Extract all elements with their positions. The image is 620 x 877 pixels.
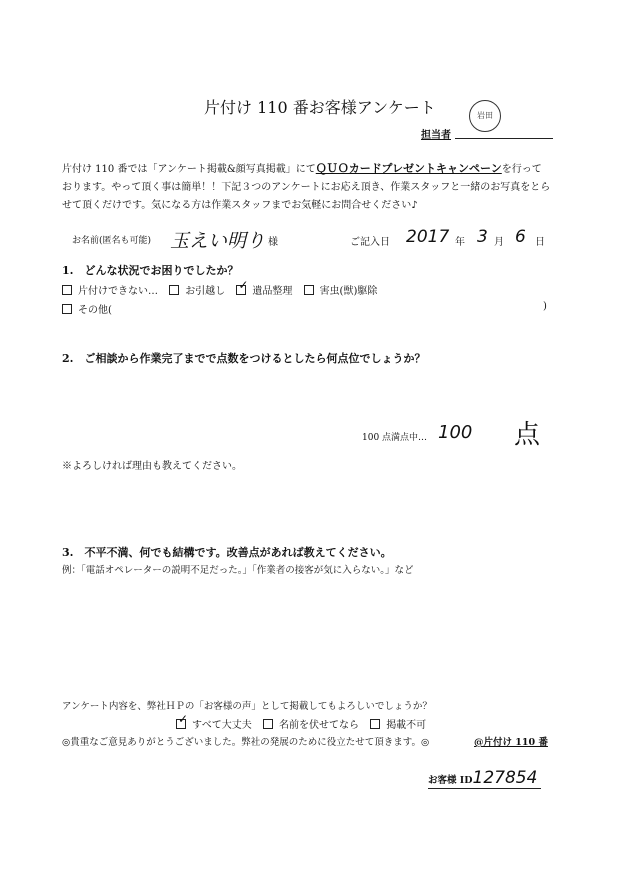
publish-option[interactable] — [263, 720, 359, 731]
other-label: その他( — [78, 305, 112, 316]
option-label: 害虫(獣)駆除 — [319, 286, 378, 297]
q3-title: 3. 不平不満、何でも結構です。改善点があれば教えてください。 — [62, 546, 392, 559]
brand-label: @片付け 110 番 — [474, 737, 548, 748]
intro-line-2: おります。やって頂く事は簡単！！下記３つのアンケートにお応え頂き、作業スタッフと一緒のお写真をとら — [62, 182, 551, 193]
option-label: すべて大丈夫 — [192, 720, 252, 731]
q1-title: 1. どんな状況でお困りでしたか？ — [62, 264, 239, 277]
intro-text: 片付け 110 番では「アンケート掲載&顔写真掲載」にて — [62, 164, 316, 175]
score-label: 100 点満点中… — [362, 433, 428, 443]
q3-example: 例：「電話オペレーターの説明不足だった。」「作業者の接客が気に入らない。」など — [62, 565, 414, 576]
checkbox-checked[interactable] — [236, 285, 246, 295]
quo-campaign: ＱＵＯカードプレゼントキャンペーン — [315, 162, 502, 175]
checkbox-checked[interactable] — [176, 719, 186, 729]
thanks-text: ◎貴重なご意見ありがとうございました。弊社の発展のために役立たせて頂きます。◎ — [62, 737, 430, 748]
date-day[interactable]: 6 — [515, 227, 526, 247]
staff-stamp: 岩田 — [469, 100, 501, 132]
date-month[interactable]: 3 — [477, 227, 488, 247]
publish-option[interactable] — [176, 720, 252, 731]
score-unit: 点 — [514, 420, 541, 450]
year-unit: 年 — [455, 237, 465, 248]
q1-option[interactable] — [304, 286, 378, 297]
date-label: ご記入日 — [350, 237, 390, 248]
option-label: 名前を伏せてなら — [279, 720, 359, 731]
q2-title: 2. ご相談から作業完了までで点数をつけるとしたら何点位でしょうか？ — [62, 352, 426, 365]
day-unit: 日 — [535, 237, 545, 248]
customer-id-value: 127854 — [472, 768, 538, 788]
checkbox[interactable] — [370, 719, 380, 729]
publish-question: アンケート内容を、弊社ＨＰの「お客様の声」として掲載してもよろしいでしょうか？ — [62, 701, 432, 712]
checkbox[interactable] — [169, 285, 179, 295]
publish-options — [176, 716, 426, 731]
publish-option[interactable] — [370, 720, 426, 731]
staff-label: 担当者 — [421, 130, 451, 141]
intro-line-1 — [62, 160, 542, 176]
q1-other[interactable] — [62, 301, 112, 316]
option-label: 掲載不可 — [386, 720, 427, 731]
q1-option[interactable] — [62, 286, 158, 297]
option-label: 遺品整理 — [252, 286, 293, 297]
option-label: 片付けできない… — [78, 286, 158, 297]
customer-id-label: お客様 ID — [428, 775, 473, 786]
q1-option[interactable] — [169, 286, 225, 297]
name-value[interactable]: 玉えい明り — [170, 230, 266, 252]
page-title: 片付け 110 番お客様アンケート — [204, 98, 436, 117]
checkbox[interactable] — [304, 285, 314, 295]
month-unit: 月 — [494, 237, 504, 248]
q1-options — [62, 282, 377, 297]
checkbox[interactable] — [62, 304, 72, 314]
staff-line — [455, 138, 553, 139]
other-close: ) — [543, 301, 547, 312]
option-label: お引越し — [185, 286, 226, 297]
score-value[interactable]: 100 — [438, 422, 473, 443]
q1-option[interactable] — [236, 286, 292, 297]
date-year[interactable]: 2017 — [406, 227, 450, 247]
intro-line-3: せて頂くだけです。気になる方は作業スタッフまでお気軽にお問合せください♪ — [62, 200, 418, 211]
reason-label: ※よろしければ理由も教えてください。 — [62, 461, 242, 472]
checkbox[interactable] — [263, 719, 273, 729]
intro-text: を行って — [501, 164, 542, 175]
name-suffix: 様 — [268, 237, 278, 248]
checkbox[interactable] — [62, 285, 72, 295]
customer-id — [428, 768, 541, 789]
name-label: お名前(匿名も可能) — [72, 236, 152, 246]
